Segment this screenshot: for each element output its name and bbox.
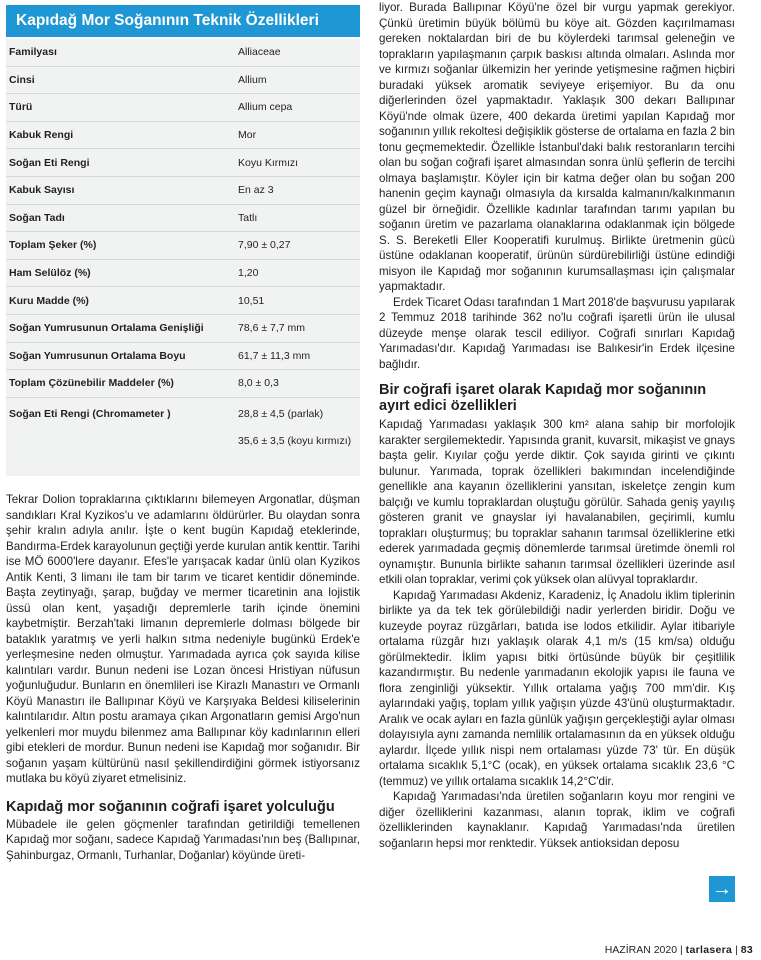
body-paragraph: liyor. Burada Ballıpınar Köyü'ne özel bir vurgu yapmak gerekiyor. Çünkü üretimin büyük bölümü bu köye ait. Gözden kaçırılmaması gereken noktalardan biri de bu köylerdeki tarımsal geleneğin ve toprakların yapılaşmanın çarpık baskısı altında olmaları. Aslında mor ve kırmızı soğanlar ülkemizin her yerinde yetişmesine rağmen hiçbiri buradaki yüksek aromatik seviyeye erişemiyor. Bu da onu diğerlerinden özel yapmaktadır. Yaklaşık 300 dekarı Ballıpınar Köyü'nde olmak üzere, 400 dekarda üretimi yapılan Kapıdağ mor soğanının yıllık rekoltesi değişiklik gösterse de ortalama en fazla 2 bin tonu geçmemektedir. Özellikle İstanbul'daki balık restoranların tercihi olan bu soğan coğrafi işaret almasından sonra ünlü şeflerin de tercihi olmaya başlamıştır. Köyler için bir katma değer olan bu soğan 200 hanenin geçim kaynağı olmasıyla da kırsalda kalmanın/kalkınmanın güzel bir örneğidir. Özellikle kadınlar tarafından tarımı yapılan bu soğanın üretim ve pazarlama olanaklarına odaklanmak için bölgede S. S. Bereketli Eller Kooperatifi kurulmuş. Birlikte üretmenin gücü üstüne odaklanan kooperatif, ürünün sürdürebilirliği üstüne edindiği misyon ile Kapıdağ mor soğanının kurumsallaşması için çalışmalar yapmaktadır. xyxy=(379,1,735,293)
magazine-name: tarlasera xyxy=(685,944,733,956)
right-text-column xyxy=(379,0,735,851)
row-value: 8,0 ± 0,3 xyxy=(238,377,279,390)
footer-separator: | xyxy=(680,944,683,956)
body-paragraph: Mübadele ile gelen göçmenler tarafından getirildiği temellenen Kapıdağ mor soğanı, sadece Kapıdağ Yarımadası'nın beş (Ballıpınar, Şahinburgaz, Ormanlı, Turhanlar, Doğanlar) köyünde üreti- xyxy=(6,817,360,862)
body-paragraph: Erdek Ticaret Odası tarafından 1 Mart 2018'de başvurusu yapılarak 2 Temmuz 2018 tarihinde 362 no'lu coğrafi işaretli ürün ile ulusal düzeyde menşe olarak tescil ediliyor. Coğrafi sınırları Kapıdağ Yarımadası'dır. Kapıdağ Yarımadası ise Balıkesir'in Erdek ilçesine bağlıdır. xyxy=(379,295,735,371)
row-label: Ham Selülöz (%) xyxy=(9,267,91,280)
footer-separator: | xyxy=(735,944,738,956)
row-value: 35,6 ± 3,5 (koyu kırmızı) xyxy=(238,434,352,447)
row-label: Soğan Eti Rengi xyxy=(9,156,90,169)
row-label: Toplam Şeker (%) xyxy=(9,239,97,252)
page-number: 83 xyxy=(740,944,753,956)
arrow-right-icon: → xyxy=(709,876,735,902)
table-row xyxy=(6,205,360,233)
table-row xyxy=(6,122,360,150)
row-value: Koyu Kırmızı xyxy=(238,156,299,169)
body-paragraph: Kapıdağ Yarımadası Akdeniz, Karadeniz, İç Anadolu iklim tiplerinin birlikte ya da tek tek görülebildiği nadir yerlerden biridir. Doğu ve kuzeyde poyraz rüzgârları, batıda ise lodos etkilidir. Aylar itibariyle ortalama rüzgâr hızı yaklaşık olarak 4,1 m/s (15 km/sa) olduğu görülmektedir. İklim yapısı bitki örtüsünde büyük bir çeşitlilik kazandırmıştır. Bu nedenle yarımadanın ekolojik yapısı ile fauna ve flora zenginliği yüksektir. Yıllık ortalama yağış 700 mm'dir. Kış aylarındaki yağış, toplam yıllık yağışın yüzde 43'ünü oluşturmaktadır. Aralık ve ocak ayları en fazla günlük yağışın gerçekleştiği aylar olması dolayısıyla aynı zamanda nemlilik ortalamasının da en yüksek olduğu aylardır. İlçede yıllık nispi nem ortalaması yüzde 73' tür. En düşük ortalama sıcaklık 5,1°C (ocak), en yüksek ortalama sıcaklık 23,6 °C (temmuz) ve yıllık ortalama sıcaklık 14,2°C'dir. xyxy=(379,588,735,788)
row-label: Soğan Eti Rengi (Chromameter ) xyxy=(9,407,171,420)
row-value: Mor xyxy=(238,129,257,142)
row-value: 28,8 ± 4,5 (parlak) xyxy=(238,407,324,420)
row-value: Allium xyxy=(238,73,267,86)
table-row xyxy=(6,67,360,95)
row-values xyxy=(238,408,360,462)
row-value: En az 3 xyxy=(238,184,274,197)
table-row xyxy=(6,149,360,177)
table-row xyxy=(6,177,360,205)
row-label: Toplam Çözünebilir Maddeler (%) xyxy=(9,377,174,390)
row-value: 78,6 ± 7,7 mm xyxy=(238,322,306,335)
row-label: Cinsi xyxy=(9,73,35,86)
issue-date: HAZİRAN 2020 xyxy=(604,944,678,956)
technical-specs-table xyxy=(6,39,360,476)
row-value: Alliaceae xyxy=(238,46,281,59)
table-row xyxy=(6,260,360,288)
row-label: Soğan Yumrusunun Ortalama Boyu xyxy=(9,349,186,362)
table-row xyxy=(6,343,360,371)
row-label: Türü xyxy=(9,101,33,114)
row-label: Soğan Yumrusunun Ortalama Genişliği xyxy=(9,322,204,335)
row-value: Allium cepa xyxy=(238,101,293,114)
table-row xyxy=(6,370,360,398)
section-heading: Bir coğrafi işaret olarak Kapıdağ mor soğanının ayırt edici özellikleri xyxy=(379,382,707,414)
row-label: Soğan Tadı xyxy=(9,211,65,224)
page-footer xyxy=(605,944,753,956)
table-row xyxy=(6,94,360,122)
row-value: Tatlı xyxy=(238,211,258,224)
row-value: 1,20 xyxy=(238,267,259,280)
row-label: Kabuk Rengi xyxy=(9,129,74,142)
table-row xyxy=(6,39,360,67)
body-paragraph: Kapıdağ Yarımadası'nda üretilen soğanların koyu mor rengini ve diğer özelliklerini kazanması, alanın toprak, iklim ve coğrafi özelliklerinden kaynaklanır. Kapıdağ Yarımadası'nda üretilen soğanların hepsi mor renktedir. Yüksek antioksidan deposu xyxy=(379,790,735,850)
section-heading: Kapıdağ mor soğanının coğrafi işaret yolculuğu xyxy=(6,798,335,815)
row-label: Familyası xyxy=(9,46,57,59)
table-title: Kapıdağ Mor Soğanının Teknik Özellikleri xyxy=(6,5,360,37)
body-paragraph: Tekrar Dolion topraklarına çıktıklarını bilemeyen Argonatlar, düşman sandıkları Kral Kyzikos'u ve adamlarını öldürürler. Bu olaydan sonra şehir kralın adıyla anılır. İşte o kent bugün Kapıdağ eteklerinde, Bandırma-Erdek karayolunun geçtiği yerde kurulan antik kenttir. Tarihi ise MÖ 6000'lere dayanır. Efes'le yarışacak kadar ünlü olan Kyzikos Antik Kenti, 3 limanı ile tam bir tarım ve ticaret kentidir döneminde. Başta zeytinyağı, şarap, buğday ve mermer ticaretinin ana lojistik üssü olan kent, yaşadığı depremlerle tarih içinde önemini kaybetmiştir. Berzah'taki limanın depremlerle dolması bölgede bir bataklık yaratmış ve yerli halkın sıtma nedeniyle bugünkü Erdek'e yerleşmesine neden olmuştur. Yarımadada ayrıca çok sayıda kilise kalıntıları vardır. Bunun nedeni ise Lozan öncesi Hristiyan nüfusun yoğunluğudur. Bunların en önemlileri ise Kirazlı Manastırı ve Ormanlı Köyü Manastırı ile Ballıpınar Köyü ve Karşıyaka Beldesi kiliselerinin kalıntılarıdır. Altın postu aramaya çıkan Argonatların gemisi Argo'nun yelkenleri mor muydu bilenmez ama Ballıpınar köy kadınlarının elleri gibi etekleri de mordur. Bunun nedeni ise Kapıdağ mor soğanıdır. Bir soğanın yaşam kültürünü nasıl şekillendirdiğini görmek istiyorsanız mutlaka bu köyü ziyaret etmelisiniz. xyxy=(6,493,360,785)
table-row xyxy=(6,232,360,260)
row-label: Kabuk Sayısı xyxy=(9,184,75,197)
left-text-column xyxy=(6,492,360,863)
row-value: 7,90 ± 0,27 xyxy=(238,239,291,252)
row-value: 61,7 ± 11,3 mm xyxy=(238,349,311,362)
table-row xyxy=(6,287,360,315)
row-value: 10,51 xyxy=(238,294,265,307)
body-paragraph: Kapıdağ Yarımadası yaklaşık 300 km² alana sahip bir morfolojik karakter sergilemektedir. Yapısında granit, kuvarsit, mikaşist ve gnays başta gelir. Kıyılar çoğu yerde diktir. Çok sayıda girinti ve çıkıntı bulunur. Yarımada, toprak özellikleri bakımından incelendiğinde genellikle ana kayanın özelliklerini yansıtan, iskeletçe zengin kum balçığı ve kumlu topraklardan oluştuğu görülür. Sahada geniş yayılış gösteren granit ve gnayslar iyi havalanabilen, geçirimli, kumlu toprakları oluşturmuş; bu topraklar sahanın tarımsal özelliklerine etki ederek yarımadada geçmiş dönemlerde tarımsal üretimde önemli rol oynamıştır. Bununla birlikte sahanın tarımsal özellikleri üzerinde asıl etkili olan topraklar, verimi çok yüksek olan alüvyal topraklardır. xyxy=(379,418,735,586)
table-row xyxy=(6,398,360,462)
row-label: Kuru Madde (%) xyxy=(9,294,89,307)
table-row xyxy=(6,315,360,343)
